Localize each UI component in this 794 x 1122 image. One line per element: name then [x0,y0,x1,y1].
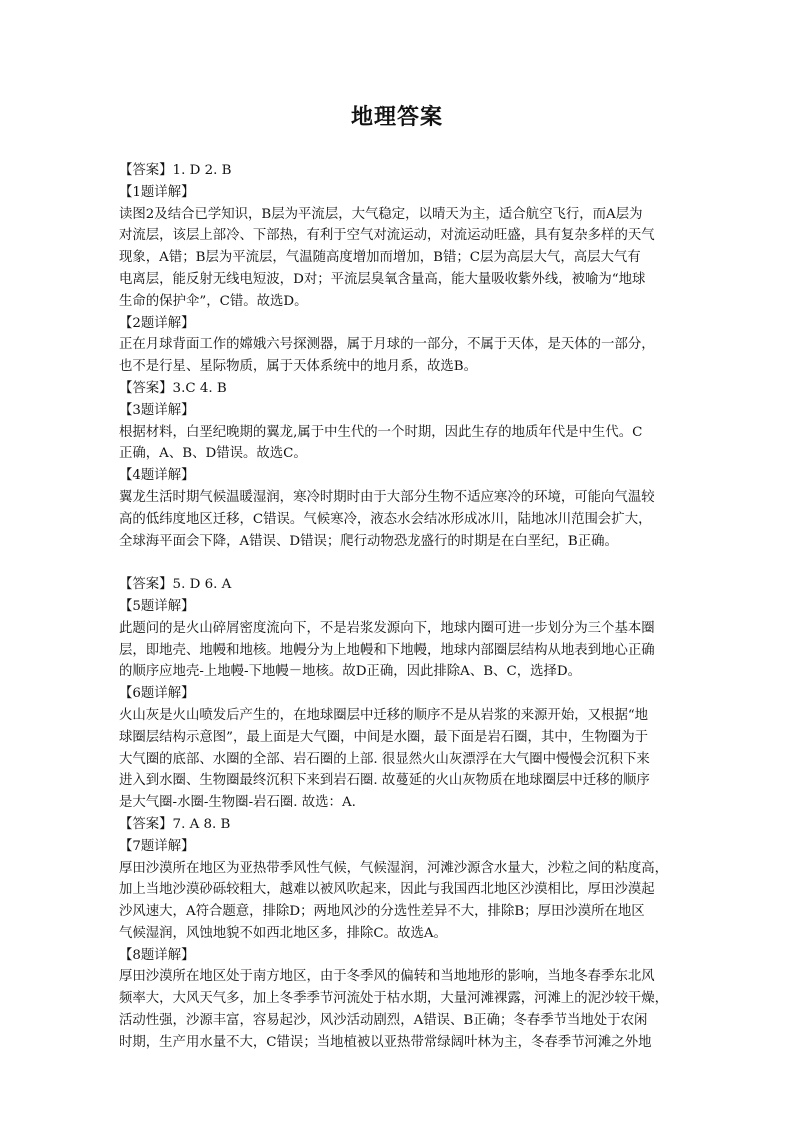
paragraph-line: 大气圈的底部、水圈的全部、岩石圈的上部. 很显然火山灰漂浮在大气圈中慢慢会沉积下来 [119,751,650,767]
paragraph-line: 根据材料，白垩纪晚期的翼龙,属于中生代的一个时期，因此生存的地质年代是中生代。C [119,424,643,440]
explanation-heading: 【1题详解】 [119,184,195,200]
paragraph-line: 是大气圈-水圈-生物圈-岩石圈. 故选：A. [119,795,356,811]
paragraph-line: 活动性强，沙源丰富，容易起沙，风沙活动剧烈，A错误、B正确；冬春季节当地处于农闲 [119,1013,648,1029]
paragraph-line: 此题问的是火山碎屑密度流向下，不是岩浆发源向下，地球内圈可进一步划分为三个基本圈 [119,620,655,636]
paragraph-line: 翼龙生活时期气候温暖湿润，寒冷时期时由于大部分生物不适应寒冷的环境，可能向气温较 [119,489,655,505]
explanation-heading: 【6题详解】 [119,686,195,702]
paragraph-line: 高的低纬度地区迁移，C错误。气候寒冷，液态水会结冰形成冰川，陆地冰川范围会扩大， [119,511,652,527]
explanation-heading: 【8题详解】 [119,947,195,963]
paragraph-line: 也不是行星、星际物质，属于天体系统中的地月系，故选B。 [119,359,477,375]
explanation-heading: 【3题详解】 [119,402,195,418]
paragraph-line: 气候湿润，风蚀地貌不如西北地区多，排除C。故选A。 [119,925,447,941]
explanation-heading: 【4题详解】 [119,468,195,484]
explanation-heading: 【7题详解】 [119,838,195,854]
paragraph-line: 火山灰是火山喷发后产生的，在地球圈层中迁移的顺序不是从岩浆的来源开始，又根据“地 [119,707,649,723]
paragraph-line: 的顺序应地壳-上地幔-下地幔－地核。故D正确，因此排除A、B、C，选择D。 [119,664,581,680]
blank-line [119,552,679,574]
paragraph-line: 现象，A错；B层为平流层，气温随高度增加而增加，B错；C层为高层大气，高层大气有 [119,250,641,266]
paragraph-line: 进入到水圈、生物圈最终沉积下来到岩石圈. 故蔓延的火山灰物质在地球圈层中迁移的顺序 [119,773,650,789]
paragraph-line: 球圈层结构示意图”，最上面是大气圈，中间是水圈，最下面是岩石圈，其中，生物圈为于 [119,729,649,745]
paragraph-line: 读图2及结合已学知识，B层为平流层，大气稳定，以晴天为主，适合航空飞行，而A层为 [119,206,643,222]
paragraph-line: 全球海平面会下降，A错误、D错误；爬行动物恐龙盛行的时期是在白垩纪，B正确。 [119,533,618,549]
answer-key-line: 【答案】7. A 8. B [119,816,231,832]
paragraph-line: 加上当地沙漠砂砾较粗大，越难以被风吹起来，因此与我国西北地区沙漠相比，厚田沙漠起 [119,882,655,898]
paragraph-line: 正在月球背面工作的嫦娥六号探测器，属于月球的一部分，不属于天体，是天体的一部分， [119,337,655,353]
answer-key-line: 【答案】5. D 6. A [119,577,232,593]
answer-key-line: 【答案】3.C 4. B [119,380,227,396]
paragraph-line: 时期，生产用水量不大，C错误；当地植被以亚热带常绿阔叶林为主，冬春季节河滩之外地 [119,1034,652,1050]
paragraph-line: 厚田沙漠所在地区为亚热带季风性气候，气候湿润，河滩沙源含水量大，沙粒之间的粘度高， [119,860,669,876]
paragraph-line: 对流层，该层上部冷、下部热，有利于空气对流运动，对流运动旺盛，具有复杂多样的天气 [119,228,655,244]
paragraph-line: 生命的保护伞”，C错。故选D。 [119,293,308,309]
paragraph-line: 厚田沙漠所在地区处于南方地区，由于冬季风的偏转和当地地形的影响，当地冬春季东北风 [119,969,655,985]
answer-body [119,160,679,1054]
paragraph-line: 层，即地壳、地幔和地核。地幔分为上地幔和下地幔，地球内部圈层结构从地表到地心正确 [119,642,655,658]
answer-key-line: 【答案】1. D 2. B [119,163,232,178]
paragraph-line: 沙风速大，A符合题意，排除D；两地风沙的分选性差异不大，排除B；厚田沙漠所在地区 [119,904,645,920]
explanation-heading: 【5题详解】 [119,598,195,614]
paragraph-line: 正确，A、B、D错误。故选C。 [119,446,307,462]
paragraph-line: 电离层，能反射无线电短波，D对；平流层臭氧含量高，能大量吸收紫外线，被喻为“地球 [119,271,646,287]
paragraph-line: 频率大，大风天气多，加上冬季季节河流处于枯水期，大量河滩裸露，河滩上的泥沙较干燥， [119,991,669,1007]
explanation-heading: 【2题详解】 [119,315,195,331]
page-title: 地理答案 [350,105,443,130]
